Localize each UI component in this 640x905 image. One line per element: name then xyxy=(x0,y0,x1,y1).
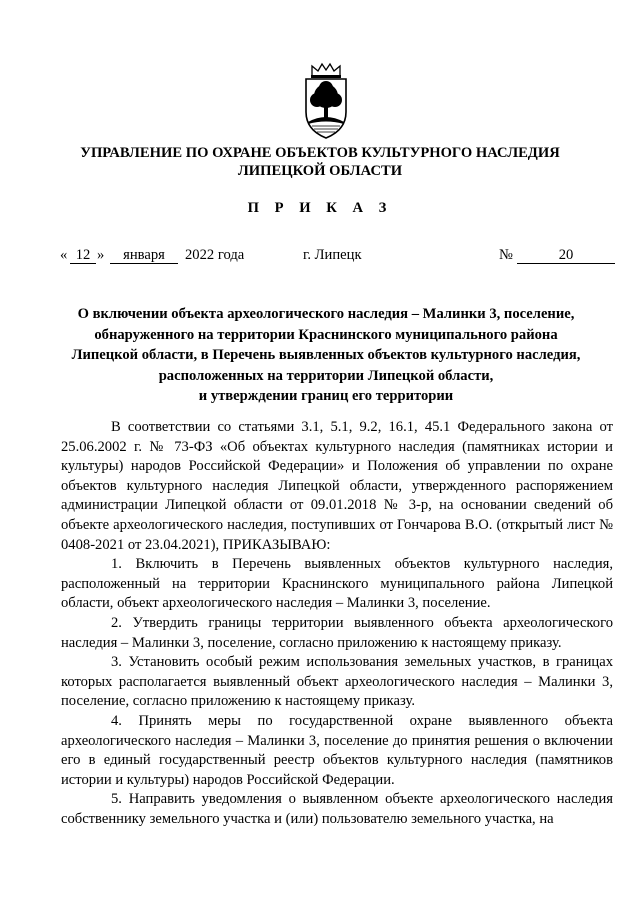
date-number-line xyxy=(0,247,640,267)
organization-name-line2: ЛИПЕЦКОЙ ОБЛАСТИ xyxy=(237,163,403,179)
organization-name-line1: УПРАВЛЕНИЕ ПО ОХРАНЕ ОБЪЕКТОВ КУЛЬТУРНОГО НАСЛЕДИЯ xyxy=(80,145,560,161)
coat-of-arms-icon xyxy=(298,62,354,140)
order-item-4: 4. Принять меры по государственной охране выявленного объекта археологического наследия – Малинки 3, поселение до принятия решения о включении его в единый государственный реестр объектов культурного наследия (памятников истории и культуры) народов Российской Федерации. xyxy=(61,712,613,788)
date-year: 2022 года xyxy=(185,247,245,263)
subject-line: Липецкой области, в Перечень выявленных объектов культурного наследия, xyxy=(71,347,581,363)
date-open-quote: « xyxy=(60,247,68,263)
subject-line: расположенных на территории Липецкой области, xyxy=(158,367,494,384)
order-item-5: 5. Направить уведомления о выявленном объекте археологического наследия собственнику земельного участка и (или) пользователю земельного участка, на xyxy=(61,791,613,827)
order-subject xyxy=(50,304,602,407)
subject-line: О включении объекта археологического наследия – Малинки 3, поселение, xyxy=(77,306,575,322)
subject-line: обнаруженного на территории Краснинского муниципального района xyxy=(94,326,558,343)
date-close-quote: » xyxy=(97,247,105,263)
date-day: 12 xyxy=(70,247,96,264)
subject-line: и утверждении границ его территории xyxy=(198,388,454,404)
order-item-2: 2. Утвердить границы территории выявленного объекта археологического наследия – Малинки 3, поселение, согласно приложению к настоящему приказу. xyxy=(61,614,613,651)
order-item-3: 3. Установить особый режим использования земельных участков, в границах которых располагается выявленный объект археологического наследия – Малинки 3, поселение, согласно приложению к настоящему приказу. xyxy=(61,654,613,710)
document-type-title: П Р И К А З xyxy=(247,200,393,216)
city: г. Липецк xyxy=(303,247,362,263)
order-body xyxy=(61,418,613,829)
order-item-1: 1. Включить в Перечень выявленных объектов культурного наследия, расположенный на территории Краснинского муниципального района Липецкой области, объект археологического наследия – Малинки 3, поселение. xyxy=(61,556,613,612)
number-label: № xyxy=(499,247,513,263)
preamble-paragraph: В соответствии со статьями 3.1, 5.1, 9.2, 16.1, 45.1 Федерального закона от 25.06.2002 г. № 73-ФЗ «Об объектах культурного наследия (памятниках истории и культуры) народов Российской Федерации» и Положения об управлении по охране объектов культурного наследия Липецкой области, утвержденного распоряжением администрации Липецкой области от 09.01.2018 № 3-р, на основании сведений об объекте археологического наследия, поступивших от Гончарова В.О. (открытый лист № 0408-2021 от 23.04.2021), ПРИКАЗЫВАЮ: xyxy=(61,419,613,553)
document-number: 20 xyxy=(517,247,615,264)
date-month: января xyxy=(110,247,178,264)
